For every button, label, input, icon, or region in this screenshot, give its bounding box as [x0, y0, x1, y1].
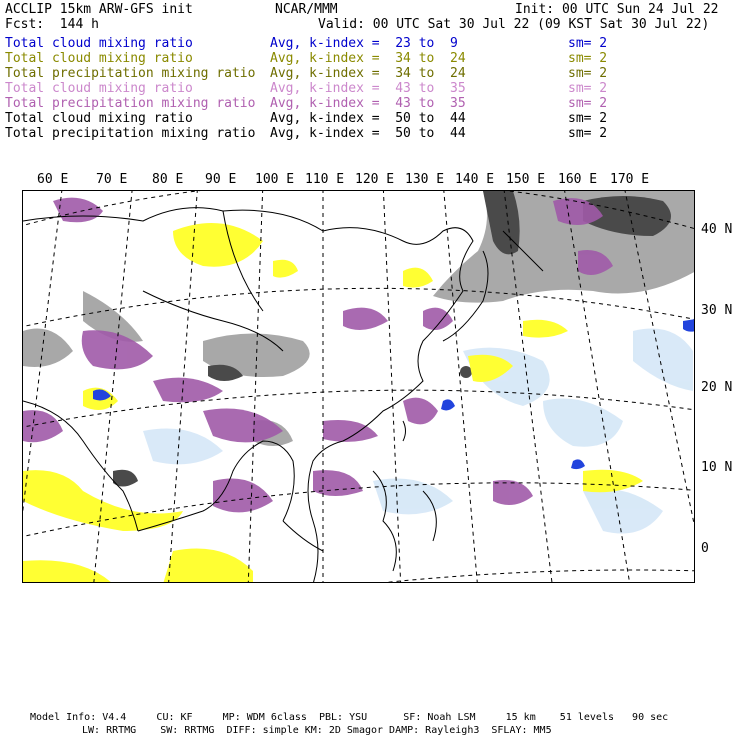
longitude-label: 170 E: [610, 172, 650, 187]
model-info-line1: Model Info: V4.4 CU: KF MP: WDM 6class PBL: YSU SF: Noah LSM 15 km 51 levels 90 sec: [30, 712, 669, 723]
map-canvas: [23, 191, 695, 583]
longitude-label: 100 E: [255, 172, 295, 187]
model-title: ACCLIP 15km ARW-GFS init: [5, 2, 193, 17]
field-name: Total cloud mixing ratio: [5, 51, 193, 66]
field-smoothing: sm= 2: [568, 51, 608, 66]
field-name: Total precipitation mixing ratio: [5, 126, 256, 141]
field-smoothing: sm= 2: [568, 66, 608, 81]
model-info-line2: LW: RRTMG SW: RRTMG DIFF: simple KM: 2D Smagor DAMP: Rayleigh3 SFLAY: MM5: [82, 725, 552, 736]
field-k-index: Avg, k-index = 50 to 44: [270, 111, 466, 126]
weather-map: [22, 190, 695, 583]
field-smoothing: sm= 2: [568, 126, 608, 141]
longitude-label: 70 E: [96, 172, 128, 187]
field-smoothing: sm= 2: [568, 36, 608, 51]
longitude-label: 130 E: [405, 172, 445, 187]
longitude-label: 160 E: [558, 172, 598, 187]
longitude-label: 140 E: [455, 172, 495, 187]
field-name: Total precipitation mixing ratio: [5, 96, 256, 111]
field-name: Total cloud mixing ratio: [5, 36, 193, 51]
field-k-index: Avg, k-index = 43 to 35: [270, 81, 466, 96]
latitude-label: 0: [701, 541, 709, 556]
longitude-label: 60 E: [37, 172, 69, 187]
longitude-label: 80 E: [152, 172, 184, 187]
init-time: Init: 00 UTC Sun 24 Jul 22: [515, 2, 719, 17]
valid-time: Valid: 00 UTC Sat 30 Jul 22 (09 KST Sat 30 Jul 22): [318, 17, 710, 32]
field-smoothing: sm= 2: [568, 81, 608, 96]
field-k-index: Avg, k-index = 34 to 24: [270, 66, 466, 81]
field-name: Total cloud mixing ratio: [5, 81, 193, 96]
longitude-label: 120 E: [355, 172, 395, 187]
field-name: Total precipitation mixing ratio: [5, 66, 256, 81]
field-name: Total cloud mixing ratio: [5, 111, 193, 126]
latitude-label: 10 N: [701, 460, 733, 475]
forecast-hour: Fcst: 144 h: [5, 17, 99, 32]
org-label: NCAR/MMM: [275, 2, 338, 17]
field-k-index: Avg, k-index = 50 to 44: [270, 126, 466, 141]
field-k-index: Avg, k-index = 34 to 24: [270, 51, 466, 66]
latitude-label: 30 N: [701, 303, 733, 318]
longitude-label: 90 E: [205, 172, 237, 187]
field-smoothing: sm= 2: [568, 111, 608, 126]
field-k-index: Avg, k-index = 23 to 9: [270, 36, 458, 51]
longitude-label: 150 E: [506, 172, 546, 187]
latitude-label: 20 N: [701, 380, 733, 395]
latitude-label: 40 N: [701, 222, 733, 237]
field-k-index: Avg, k-index = 43 to 35: [270, 96, 466, 111]
longitude-label: 110 E: [305, 172, 345, 187]
field-smoothing: sm= 2: [568, 96, 608, 111]
